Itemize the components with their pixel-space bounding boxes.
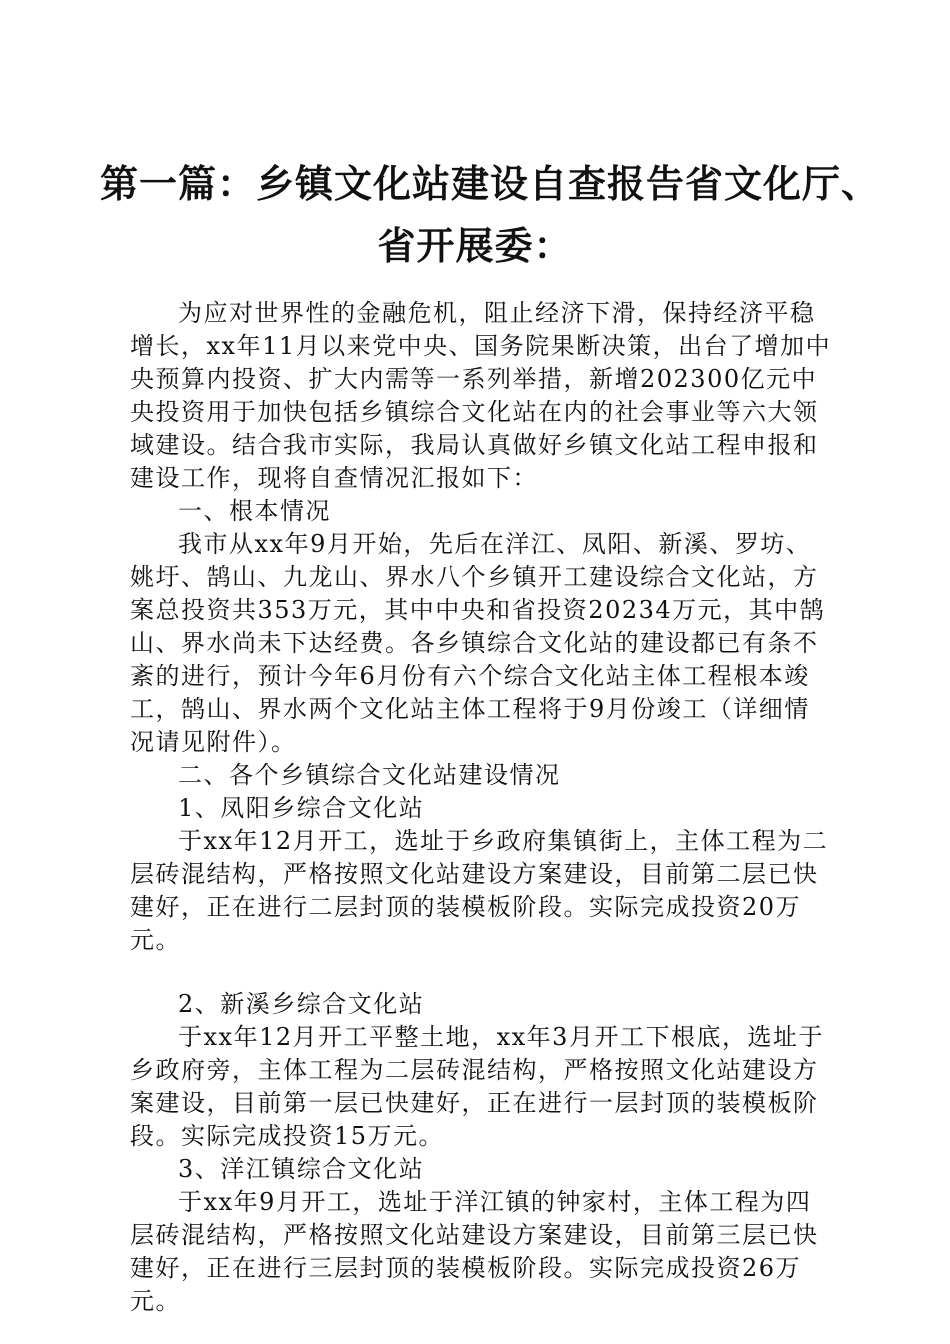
subheading-xinxi: 2、新溪乡综合文化站 (178, 990, 425, 1018)
basic-situation-paragraph: 我市从xx年9月开始，先后在洋江、凤阳、新溪、罗坊、姚圩、鹄山、九龙山、界水八个乡镇开工建设综合文化站，方案总投资共353万元，其中中央和省投资20234万元，其中鹄山、界水尚未下达经费。各乡镇综合文化站的建设都已有条不紊的进行，预计今年6月份有六个综合文化站主体工程根本竣工，鹄山、界水两个文化站主体工程将于9月份竣工（详细情况请见附件）。 (130, 530, 826, 756)
intro-paragraph: 为应对世界性的金融危机，阻止经济下滑，保持经济平稳增长，xx年11月以来党中央、国务院果断决策，出台了增加中央预算内投资、扩大内需等一系列举措，新增202300亿元中央投资用于加快包括乡镇综合文化站在内的社会事业等六大领域建设。结合我市实际，我局认真做好乡镇文化站工程申报和建设工作，现将自查情况汇报如下： (130, 299, 832, 492)
document-body (130, 297, 835, 1318)
document-title-line-2: 省开展委： (377, 224, 573, 268)
xinxi-paragraph: 于xx年12月开工平整土地，xx年3月开工下根底，选址于乡政府旁，主体工程为二层砖混结构，严格按照文化站建设方案建设，目前第一层已快建好，正在进行一层封顶的装模板阶段。实际完成投资15万元。 (130, 1023, 824, 1150)
subheading-yangjiang: 3、洋江镇综合文化站 (178, 1155, 425, 1183)
yangjiang-paragraph: 于xx年9月开工，选址于洋江镇的钟家村，主体工程为四层砖混结构，严格按照文化站建设方案建设，目前第三层已快建好，正在进行三层封顶的装模板阶段。实际完成投资26万元。 (130, 1188, 819, 1315)
section-heading-construction-status: 二、各个乡镇综合文化站建设情况 (178, 761, 561, 789)
paragraph-gap (130, 957, 835, 988)
fengyang-paragraph: 于xx年12月开工，选址于乡政府集镇街上，主体工程为二层砖混结构，严格按照文化站建设方案建设，目前第二层已快建好，正在进行二层封顶的装模板阶段。实际完成投资20万元。 (130, 827, 829, 954)
document-title-line-1: 第一篇：乡镇文化站建设自查报告省文化厅、 (100, 162, 881, 206)
section-heading-basic-situation: 一、根本情况 (178, 497, 331, 525)
subheading-fengyang: 1、凤阳乡综合文化站 (178, 794, 425, 822)
